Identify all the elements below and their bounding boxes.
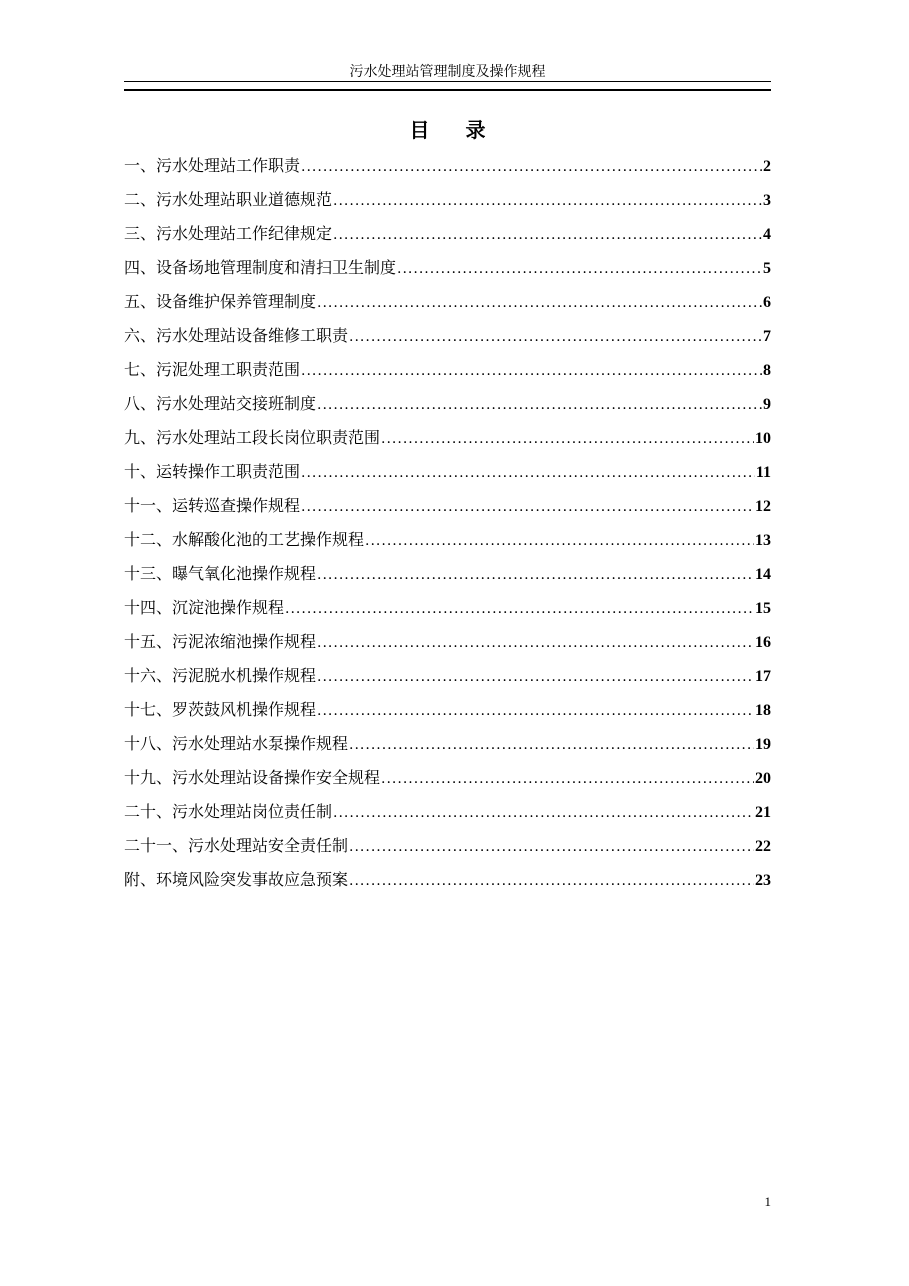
toc-entry-label: 十九、污水处理站设备操作安全规程 (124, 768, 381, 787)
toc-entry[interactable] (124, 251, 771, 285)
toc-dot-leader (349, 864, 754, 898)
toc-entry-page: 15 (755, 600, 771, 617)
toc-entry-label: 二、污水处理站职业道德规范 (124, 190, 333, 209)
toc-entry-label: 十八、污水处理站水泵操作规程 (124, 734, 349, 753)
page-number: 1 (764, 1194, 771, 1209)
toc-entry-label: 八、污水处理站交接班制度 (124, 394, 317, 413)
toc-entry-page: 6 (763, 294, 771, 311)
toc-entry-page: 8 (763, 362, 771, 379)
toc-entry-label: 十三、曝气氧化池操作规程 (124, 564, 317, 583)
toc-entry[interactable] (124, 319, 771, 353)
toc-entry-page: 10 (755, 430, 771, 447)
toc-title-char: 录 (465, 118, 486, 142)
toc-entry-label: 三、污水处理站工作纪律规定 (124, 224, 333, 243)
toc-entry-page: 13 (755, 532, 771, 549)
toc-entry-page: 12 (755, 498, 771, 515)
toc-entry[interactable] (124, 217, 771, 251)
toc-entry[interactable] (124, 659, 771, 693)
toc-entry[interactable] (124, 829, 771, 863)
toc-entry[interactable] (124, 149, 771, 183)
toc-entry-page: 23 (755, 872, 771, 889)
toc-entry[interactable] (124, 795, 771, 829)
toc-entry-page: 11 (755, 464, 771, 481)
toc-dot-leader (333, 218, 762, 252)
toc-entry-label: 十四、沉淀池操作规程 (124, 598, 285, 617)
toc-entry[interactable] (124, 557, 771, 591)
toc-entry-page: 17 (755, 668, 771, 685)
toc-entry-label: 十一、运转巡查操作规程 (124, 496, 301, 515)
toc-entry[interactable] (124, 761, 771, 795)
toc-entry-page: 14 (755, 566, 771, 583)
toc-dot-leader (301, 354, 762, 388)
toc-entry-page: 4 (763, 226, 771, 243)
toc-dot-leader (349, 830, 754, 864)
toc-dot-leader (301, 456, 755, 490)
toc-entry-page: 5 (763, 260, 771, 277)
header-rule-thin (124, 81, 771, 82)
toc-dot-leader (397, 252, 762, 286)
toc-dot-leader (333, 184, 762, 218)
toc-entry-label: 十二、水解酸化池的工艺操作规程 (124, 530, 365, 549)
toc-entry-page: 7 (763, 328, 771, 345)
toc-entry[interactable] (124, 489, 771, 523)
toc-entry[interactable] (124, 693, 771, 727)
toc-dot-leader (333, 796, 754, 830)
toc-dot-leader (301, 150, 762, 184)
toc-entry-label: 五、设备维护保养管理制度 (124, 292, 317, 311)
toc-entry[interactable] (124, 387, 771, 421)
toc-entry-label: 七、污泥处理工职责范围 (124, 360, 301, 379)
toc-entry-page: 19 (755, 736, 771, 753)
toc-dot-leader (317, 286, 762, 320)
toc-entry-label: 一、污水处理站工作职责 (124, 156, 301, 175)
page-header (124, 62, 771, 92)
toc-entry-page: 2 (763, 158, 771, 175)
toc-entry-label: 九、污水处理站工段长岗位职责范围 (124, 428, 381, 447)
toc-entry-label: 十五、污泥浓缩池操作规程 (124, 632, 317, 651)
toc-entry-label: 四、设备场地管理制度和清扫卫生制度 (124, 258, 397, 277)
toc-entry-label: 附、环境风险突发事故应急预案 (124, 870, 349, 889)
toc-dot-leader (381, 422, 754, 456)
toc-dot-leader (317, 626, 754, 660)
toc-dot-leader (317, 388, 762, 422)
toc-dot-leader (365, 524, 754, 558)
toc-entry[interactable] (124, 625, 771, 659)
toc-entry-page: 3 (763, 192, 771, 209)
toc-entry-label: 二十、污水处理站岗位责任制 (124, 802, 333, 821)
toc-entry-label: 十七、罗茨鼓风机操作规程 (124, 700, 317, 719)
toc-entry-page: 18 (755, 702, 771, 719)
toc-entry[interactable] (124, 863, 771, 897)
toc-title-char: 目 (409, 118, 430, 142)
toc-entry-page: 20 (755, 770, 771, 787)
toc-entry-page: 22 (755, 838, 771, 855)
toc-dot-leader (317, 558, 754, 592)
toc-dot-leader (381, 762, 754, 796)
toc-dot-leader (285, 592, 754, 626)
toc-title (124, 116, 771, 144)
header-rule-thick (124, 89, 771, 91)
toc-entry[interactable] (124, 523, 771, 557)
toc-entry[interactable] (124, 591, 771, 625)
toc-entry[interactable] (124, 455, 771, 489)
toc-entry-page: 16 (755, 634, 771, 651)
toc-entry-page: 21 (755, 804, 771, 821)
toc-entry[interactable] (124, 285, 771, 319)
toc-entry[interactable] (124, 183, 771, 217)
toc-entry-label: 二十一、污水处理站安全责任制 (124, 836, 349, 855)
toc-dot-leader (301, 490, 754, 524)
toc-list (124, 149, 771, 897)
toc-entry[interactable] (124, 353, 771, 387)
toc-dot-leader (317, 694, 754, 728)
toc-entry[interactable] (124, 421, 771, 455)
toc-entry-label: 十、运转操作工职责范围 (124, 462, 301, 481)
toc-entry-label: 十六、污泥脱水机操作规程 (124, 666, 317, 685)
toc-dot-leader (349, 320, 762, 354)
toc-entry-label: 六、污水处理站设备维修工职责 (124, 326, 349, 345)
toc-dot-leader (349, 728, 754, 762)
toc-dot-leader (317, 660, 754, 694)
toc-entry[interactable] (124, 727, 771, 761)
toc-entry-page: 9 (763, 396, 771, 413)
header-title: 污水处理站管理制度及操作规程 (349, 64, 546, 80)
